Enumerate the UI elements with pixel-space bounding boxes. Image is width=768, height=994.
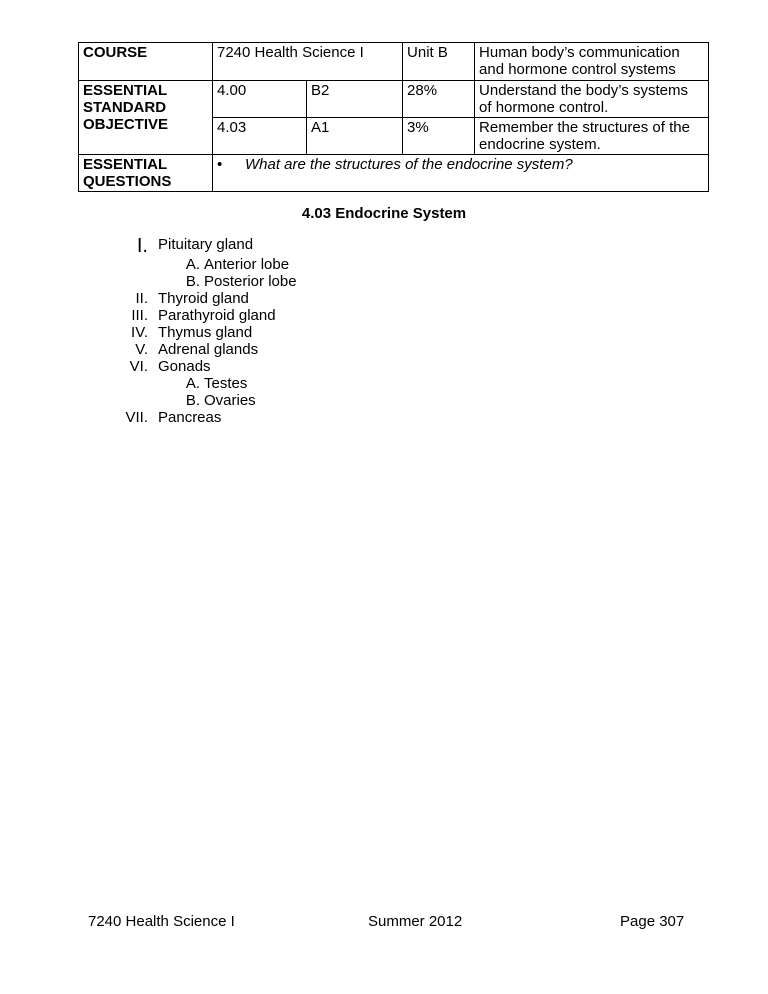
essential-question-cell <box>213 155 709 192</box>
objective-number: 4.03 <box>213 118 307 155</box>
course-info-table <box>78 42 709 192</box>
questions-label <box>79 155 213 192</box>
outline-item <box>110 236 297 256</box>
outline-sub-letter: A. <box>185 256 200 273</box>
bullet-icon: • <box>217 156 223 173</box>
outline-sub-letter: A. <box>185 375 200 392</box>
outline-item <box>110 324 297 341</box>
objective-description: Remember the structures of the endocrine system. <box>475 118 709 155</box>
outline-item <box>110 358 297 375</box>
outline-sub-letter: B. <box>185 392 200 409</box>
outline-number: VII. <box>125 409 148 426</box>
standard-label-2: STANDARD <box>83 99 167 116</box>
course-value: 7240 Health Science I <box>213 43 403 81</box>
outline-subitem <box>110 273 297 290</box>
outline-number: IV. <box>131 324 148 341</box>
outline-number: III. <box>131 307 148 324</box>
outline-number: II. <box>135 290 148 307</box>
standard-code: B2 <box>307 81 403 118</box>
questions-label-1: ESSENTIAL <box>83 156 168 173</box>
outline-sub-text: Anterior lobe <box>204 256 290 273</box>
standard-number: 4.00 <box>213 81 307 118</box>
footer-term: Summer 2012 <box>368 913 463 930</box>
outline-item <box>110 307 297 324</box>
outline-item <box>110 409 297 426</box>
footer-page-number: Page 307 <box>620 913 685 930</box>
outline-sub-text: Posterior lobe <box>204 273 297 290</box>
outline-text: Pancreas <box>158 409 222 426</box>
standard-percent: 28% <box>403 81 475 118</box>
course-label: COURSE <box>79 43 213 81</box>
outline-text: Pituitary gland <box>158 236 254 253</box>
outline-text: Parathyroid gland <box>158 307 276 324</box>
outline-text: Gonads <box>158 358 211 375</box>
outline-text: Thyroid gland <box>158 290 249 307</box>
standard-objective-label <box>79 81 213 155</box>
standard-description: Understand the body’s systems of hormone control. <box>475 81 709 118</box>
outline-text: Adrenal glands <box>158 341 259 358</box>
objective-label: OBJECTIVE <box>83 116 169 133</box>
page-title: 4.03 Endocrine System <box>301 205 467 222</box>
outline-subitem <box>110 256 297 273</box>
standard-label-1: ESSENTIAL <box>83 82 168 99</box>
outline-item <box>110 290 297 307</box>
unit-description: Human body’s communication and hormone control systems <box>475 43 709 81</box>
outline-text: Thymus gland <box>158 324 253 341</box>
outline-number: I. <box>136 235 148 257</box>
outline-number: V. <box>135 341 148 358</box>
outline-subitem <box>110 392 297 409</box>
objective-code: A1 <box>307 118 403 155</box>
outline-list <box>110 236 297 426</box>
outline-sub-letter: B. <box>185 273 200 290</box>
footer-course: 7240 Health Science I <box>88 913 235 930</box>
outline-subitem <box>110 375 297 392</box>
unit-value: Unit B <box>403 43 475 81</box>
questions-label-2: QUESTIONS <box>83 173 172 190</box>
objective-percent: 3% <box>403 118 475 155</box>
outline-item <box>110 341 297 358</box>
outline-sub-text: Testes <box>204 375 248 392</box>
essential-question: What are the structures of the endocrine system? <box>245 156 573 173</box>
outline-sub-text: Ovaries <box>204 392 256 409</box>
outline-number: VI. <box>129 358 148 375</box>
